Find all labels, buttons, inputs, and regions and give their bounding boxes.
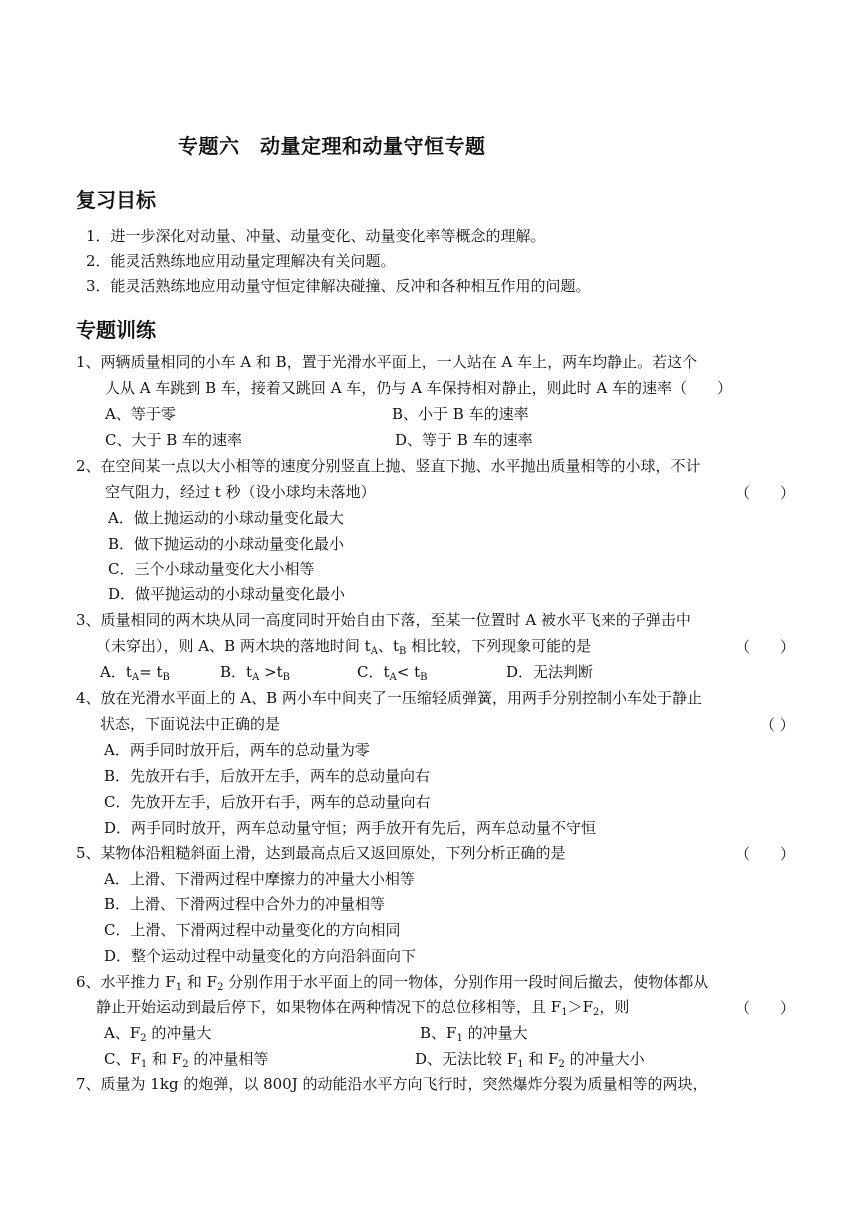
q1-option-a: A、等于零 [105, 405, 176, 423]
q3-option-a: A．$t_A= t_B$ [100, 663, 170, 683]
q5-option-a: A．上滑、下滑两过程中摩擦力的冲量大小相等 [104, 870, 415, 888]
q6-answer-paren: （ ） [735, 999, 796, 1017]
q4-answer-paren: （ ） [760, 716, 795, 734]
q7-stem-line1: 7、质量为 1kg 的炮弹，以 800J 的动能沿水平方向飞行时，突然爆炸分裂为质量相等的两块， [76, 1075, 708, 1093]
q3-option-d: D．无法判断 [506, 663, 594, 681]
q4-stem-line1: 4、放在光滑水平面上的 A、B 两小车中间夹了一压缩轻质弹簧，用两手分别控制小车处于静止 [76, 689, 702, 707]
goal-item-3: 3．能灵活熟练地应用动量守恒定律解决碰撞、反冲和各种相互作用的问题。 [86, 277, 591, 295]
q2-option-b: B．做下抛运动的小球动量变化最小 [108, 535, 345, 553]
q1-option-c: C、大于 B 车的速率 [105, 431, 243, 449]
q5-stem-line1: 5、某物体沿粗糙斜面上滑，达到最高点后又返回原处，下列分析正确的是 [76, 844, 566, 862]
q2-stem-line2: 空气阻力，经过 t 秒（设小球均未落地） [105, 483, 376, 501]
q1-option-d: D、等于 B 车的速率 [395, 431, 533, 449]
q6-option-a: A、$F_2$ 的冲量大 [104, 1024, 212, 1044]
q2-option-c: C．三个小球动量变化大小相等 [108, 560, 315, 578]
q4-option-a: A．两手同时放开后，两车的总动量为零 [104, 741, 370, 759]
q3-option-b: B．$t_A >t_B$ [220, 663, 291, 683]
training-heading: 专题训练 [76, 318, 156, 342]
q3-answer-paren: （ ） [735, 638, 796, 656]
q3-option-c: C．$t_A< t_B$ [357, 663, 428, 683]
q6-option-b: B、$F_1$ 的冲量大 [420, 1024, 528, 1044]
q5-option-b: B．上滑、下滑两过程中合外力的冲量相等 [104, 895, 386, 913]
q2-stem-line1: 2、在空间某一点以大小相等的速度分别竖直上抛、竖直下抛、水平抛出质量相等的小球，不计 [76, 457, 701, 475]
q3-stem-line2: （未穿出），则 A、B 两木块的落地时间 $t_A$、$t_B$ 相比较，下列现象可能的是 [96, 637, 592, 657]
q2-option-d: D．做平抛运动的小球动量变化最小 [108, 585, 346, 603]
q4-stem-line2: 状态，下面说法中正确的是 [100, 715, 281, 733]
q1-stem-line2: 人从 A 车跳到 B 车，接着又跳回 A 车，仍与 A 车保持相对静止，则此时 A 车的速率（ ） [105, 379, 733, 397]
q1-stem-line1: 1、两辆质量相同的小车 A 和 B，置于光滑水平面上，一人站在 A 车上，两车均静止。若这个 [76, 353, 698, 371]
q3-stem-line1: 3、质量相同的两木块从同一高度同时开始自由下落，至某一位置时 A 被水平飞来的子弹击中 [76, 611, 691, 629]
goals-heading: 复习目标 [76, 188, 156, 212]
goal-item-1: 1．进一步深化对动量、冲量、动量变化、动量变化率等概念的理解。 [86, 227, 546, 245]
q1-option-b: B、小于 B 车的速率 [392, 405, 529, 423]
goal-item-2: 2．能灵活熟练地应用动量定理解决有关问题。 [86, 252, 396, 270]
q2-option-a: A．做上抛运动的小球动量变化最大 [108, 509, 344, 527]
q5-option-d: D．整个运动过程中动量变化的方向沿斜面向下 [104, 947, 417, 965]
q5-answer-paren: （ ） [735, 845, 796, 863]
q6-option-c: C、$F_1$ 和 $F_2$ 的冲量相等 [104, 1050, 269, 1070]
page-title: 专题六 动量定理和动量守恒专题 [178, 134, 486, 158]
q6-option-d: D、无法比较 $F_1$ 和 $F_2$ 的冲量大小 [415, 1050, 645, 1070]
q6-stem-line2: 静止开始运动到最后停下，如果物体在两种情况下的总位移相等，且 $F_1>F_2$，则 [96, 998, 630, 1018]
q2-answer-paren: （ ） [735, 484, 796, 502]
q4-option-c: C．先放开左手，后放开右手，两车的总动量向右 [104, 793, 431, 811]
q6-stem-line1: 6、水平推力 $F_1$ 和 $F_2$ 分别作用于水平面上的同一物体，分别作用一段时间后撤去，使物体都从 [76, 973, 709, 993]
q4-option-b: B．先放开右手，后放开左手，两车的总动量向右 [104, 767, 431, 785]
q5-option-c: C．上滑、下滑两过程中动量变化的方向相同 [104, 921, 401, 939]
q4-option-d: D．两手同时放开，两车总动量守恒；两手放开有先后，两车总动量不守恒 [104, 819, 597, 837]
